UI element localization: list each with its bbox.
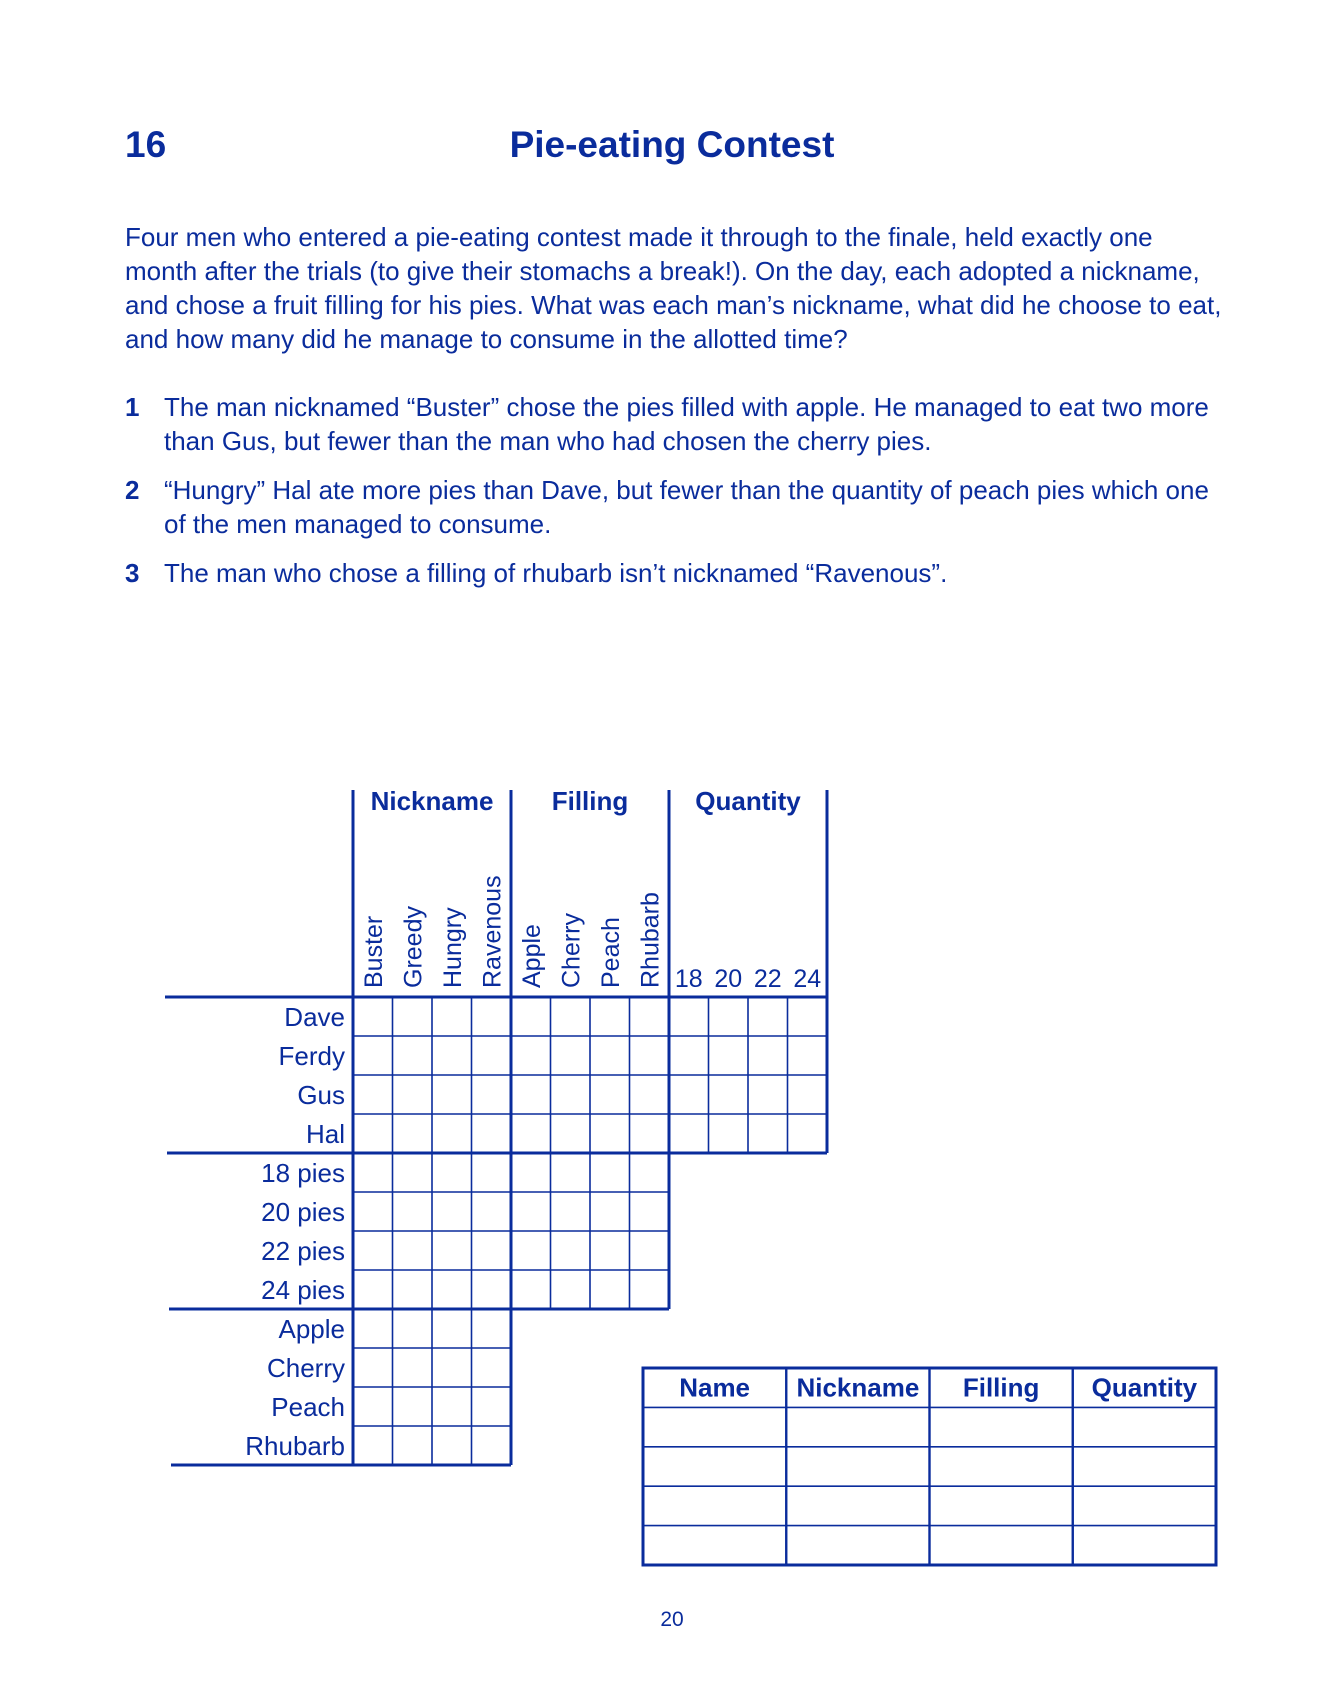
grid-cell-name-filling[interactable]: [551, 1114, 591, 1153]
clue-text: “Hungry” Hal ate more pies than Dave, but fewer than the quantity of peach pies which one of the men managed to consume.: [164, 475, 1209, 539]
grid-cell-name-filling[interactable]: [630, 1114, 670, 1153]
grid-cell-name-quantity[interactable]: [788, 1075, 828, 1114]
row-label: Rhubarb: [245, 1431, 345, 1461]
answer-cell[interactable]: [930, 1407, 1073, 1446]
grid-cell-name-filling[interactable]: [590, 997, 630, 1036]
grid-cell-quantity-nickname[interactable]: [472, 1153, 512, 1192]
column-label: Hungry: [438, 907, 467, 988]
row-label: Apple: [278, 1314, 345, 1344]
grid-header-nickname: Nickname: [370, 786, 494, 816]
grid-cell-quantity-filling[interactable]: [590, 1270, 630, 1309]
grid-cell-name-filling[interactable]: [590, 1075, 630, 1114]
grid-cell-quantity-filling[interactable]: [630, 1270, 670, 1309]
answer-cell[interactable]: [930, 1526, 1073, 1565]
grid-cell-quantity-nickname[interactable]: [432, 1231, 472, 1270]
answer-table-header: Filling: [962, 1372, 1040, 1403]
answer-cell[interactable]: [643, 1407, 786, 1446]
grid-cell-quantity-filling[interactable]: [551, 1192, 591, 1231]
grid-cell-name-nickname[interactable]: [353, 1114, 393, 1153]
grid-cell-name-nickname[interactable]: [472, 1075, 512, 1114]
grid-cell-name-nickname[interactable]: [472, 1114, 512, 1153]
column-label: 24: [793, 965, 822, 993]
grid-cell-name-quantity[interactable]: [788, 1114, 828, 1153]
grid-cell-filling-nickname[interactable]: [472, 1387, 512, 1426]
column-label: 18: [674, 965, 703, 993]
grid-cell-filling-nickname[interactable]: [353, 1309, 393, 1348]
grid-cell-quantity-nickname[interactable]: [353, 1192, 393, 1231]
grid-cell-name-quantity[interactable]: [669, 1114, 709, 1153]
grid-cell-name-nickname[interactable]: [393, 1036, 433, 1075]
clue-text: The man who chose a filling of rhubarb isn’t nicknamed “Ravenous”.: [164, 558, 948, 588]
answer-cell[interactable]: [643, 1526, 786, 1565]
grid-cell-name-quantity[interactable]: [669, 997, 709, 1036]
column-label: Ravenous: [478, 875, 507, 988]
row-label: 22 pies: [261, 1236, 345, 1266]
clue-number: 3: [125, 558, 140, 588]
puzzle-number: 16: [125, 124, 167, 165]
grid-cell-quantity-filling[interactable]: [551, 1153, 591, 1192]
grid-cell-name-quantity[interactable]: [788, 1036, 828, 1075]
grid-cell-filling-nickname[interactable]: [472, 1426, 512, 1465]
grid-cell-name-filling[interactable]: [511, 997, 551, 1036]
grid-cell-name-filling[interactable]: [511, 1114, 551, 1153]
grid-cell-name-filling[interactable]: [551, 997, 591, 1036]
grid-cell-quantity-nickname[interactable]: [393, 1192, 433, 1231]
grid-cell-filling-nickname[interactable]: [353, 1426, 393, 1465]
grid-cell-name-filling[interactable]: [551, 1075, 591, 1114]
grid-cell-name-quantity[interactable]: [709, 997, 749, 1036]
grid-cell-name-nickname[interactable]: [472, 1036, 512, 1075]
row-label: 24 pies: [261, 1275, 345, 1305]
grid-cell-quantity-filling[interactable]: [511, 1192, 551, 1231]
grid-cell-quantity-nickname[interactable]: [353, 1231, 393, 1270]
answer-cell[interactable]: [1073, 1447, 1216, 1486]
grid-cell-quantity-filling[interactable]: [551, 1270, 591, 1309]
grid-cell-name-quantity[interactable]: [669, 1075, 709, 1114]
clue-text: The man nicknamed “Buster” chose the pies filled with apple. He managed to eat two more than Gus, but fewer than the man who had chosen the cherry pies.: [164, 392, 1209, 456]
answer-cell[interactable]: [786, 1486, 929, 1525]
grid-cell-quantity-filling[interactable]: [511, 1153, 551, 1192]
grid-cell-quantity-filling[interactable]: [590, 1192, 630, 1231]
column-label: 20: [714, 965, 743, 993]
column-label: Rhubarb: [636, 892, 665, 988]
grid-cell-name-nickname[interactable]: [432, 1075, 472, 1114]
answer-cell[interactable]: [1073, 1486, 1216, 1525]
grid-cell-quantity-nickname[interactable]: [432, 1153, 472, 1192]
row-label: Peach: [271, 1392, 345, 1422]
grid-cell-name-nickname[interactable]: [432, 1036, 472, 1075]
grid-cell-quantity-filling[interactable]: [630, 1153, 670, 1192]
grid-cell-name-quantity[interactable]: [669, 1036, 709, 1075]
page-number: 20: [660, 1608, 684, 1631]
row-label: Dave: [284, 1002, 345, 1032]
grid-cell-name-quantity[interactable]: [748, 997, 788, 1036]
grid-cell-quantity-nickname[interactable]: [393, 1231, 433, 1270]
row-label: 18 pies: [261, 1158, 345, 1188]
answer-cell[interactable]: [930, 1447, 1073, 1486]
grid-cell-quantity-nickname[interactable]: [432, 1270, 472, 1309]
grid-cell-name-nickname[interactable]: [472, 997, 512, 1036]
answer-cell[interactable]: [1073, 1407, 1216, 1446]
grid-cell-name-quantity[interactable]: [748, 1114, 788, 1153]
grid-cell-name-quantity[interactable]: [709, 1114, 749, 1153]
grid-cell-filling-nickname[interactable]: [393, 1387, 433, 1426]
grid-cell-quantity-nickname[interactable]: [353, 1153, 393, 1192]
column-label: Cherry: [557, 912, 586, 988]
grid-cell-name-quantity[interactable]: [748, 1075, 788, 1114]
column-label: 22: [753, 965, 782, 993]
grid-cell-filling-nickname[interactable]: [432, 1387, 472, 1426]
answer-table-header: Nickname: [796, 1372, 920, 1403]
intro-paragraph: Four men who entered a pie-eating contest made it through to the finale, held exactly one month after the trials (to give their stomachs a break!). On the day, each adopted a nickname, and chose a fruit filling for his pies. What was each man’s nickname, what did he choose to eat, and how many did he manage to consume in the allotted time?: [125, 222, 1222, 354]
grid-cell-name-quantity[interactable]: [709, 1036, 749, 1075]
grid-cell-quantity-nickname[interactable]: [432, 1192, 472, 1231]
clue-number: 2: [125, 475, 140, 505]
column-label: Buster: [359, 915, 388, 988]
grid-header-filling: Filling: [551, 786, 629, 816]
grid-cell-quantity-nickname[interactable]: [393, 1153, 433, 1192]
grid-cell-quantity-nickname[interactable]: [472, 1231, 512, 1270]
grid-cell-quantity-nickname[interactable]: [353, 1270, 393, 1309]
grid-cell-filling-nickname[interactable]: [393, 1348, 433, 1387]
row-label: 20 pies: [261, 1197, 345, 1227]
row-label: Gus: [297, 1080, 345, 1110]
grid-cell-filling-nickname[interactable]: [393, 1309, 433, 1348]
grid-cell-filling-nickname[interactable]: [472, 1309, 512, 1348]
grid-cell-name-nickname[interactable]: [353, 997, 393, 1036]
grid-cell-filling-nickname[interactable]: [353, 1387, 393, 1426]
column-label: Greedy: [399, 906, 428, 988]
answer-cell[interactable]: [930, 1486, 1073, 1525]
grid-cell-quantity-filling[interactable]: [511, 1231, 551, 1270]
row-label: Hal: [305, 1119, 345, 1149]
grid-cell-quantity-filling[interactable]: [511, 1270, 551, 1309]
grid-cell-name-filling[interactable]: [511, 1036, 551, 1075]
grid-cell-name-nickname[interactable]: [393, 1075, 433, 1114]
grid-cell-quantity-nickname[interactable]: [472, 1270, 512, 1309]
grid-cell-quantity-filling[interactable]: [551, 1231, 591, 1270]
grid-cell-filling-nickname[interactable]: [472, 1348, 512, 1387]
grid-header-quantity: Quantity: [695, 786, 801, 816]
grid-cell-name-nickname[interactable]: [393, 1114, 433, 1153]
answer-cell[interactable]: [786, 1526, 929, 1565]
grid-cell-quantity-filling[interactable]: [630, 1231, 670, 1270]
grid-cell-name-filling[interactable]: [511, 1075, 551, 1114]
grid-cell-quantity-filling[interactable]: [630, 1192, 670, 1231]
grid-cell-quantity-filling[interactable]: [590, 1153, 630, 1192]
answer-table-header: Name: [679, 1372, 751, 1403]
answer-cell[interactable]: [786, 1407, 929, 1446]
row-label: Ferdy: [278, 1041, 345, 1071]
column-label: Peach: [596, 917, 625, 988]
grid-cell-name-filling[interactable]: [590, 1036, 630, 1075]
answer-table-header: Quantity: [1091, 1372, 1198, 1403]
grid-cell-filling-nickname[interactable]: [432, 1348, 472, 1387]
grid-cell-name-quantity[interactable]: [788, 997, 828, 1036]
grid-cell-name-quantity[interactable]: [709, 1075, 749, 1114]
grid-cell-name-filling[interactable]: [551, 1036, 591, 1075]
grid-cell-quantity-nickname[interactable]: [472, 1192, 512, 1231]
column-label: Apple: [517, 924, 546, 988]
grid-cell-name-nickname[interactable]: [393, 997, 433, 1036]
answer-cell[interactable]: [643, 1447, 786, 1486]
grid-cell-name-filling[interactable]: [630, 1036, 670, 1075]
grid-cell-name-nickname[interactable]: [353, 1036, 393, 1075]
grid-cell-name-filling[interactable]: [630, 997, 670, 1036]
answer-cell[interactable]: [786, 1447, 929, 1486]
grid-cell-name-nickname[interactable]: [353, 1075, 393, 1114]
grid-cell-filling-nickname[interactable]: [432, 1309, 472, 1348]
grid-cell-filling-nickname[interactable]: [432, 1426, 472, 1465]
grid-cell-name-quantity[interactable]: [748, 1036, 788, 1075]
puzzle-title: Pie-eating Contest: [509, 124, 835, 165]
grid-cell-quantity-nickname[interactable]: [393, 1270, 433, 1309]
grid-cell-filling-nickname[interactable]: [393, 1426, 433, 1465]
answer-cell[interactable]: [643, 1486, 786, 1525]
grid-cell-name-filling[interactable]: [590, 1114, 630, 1153]
clue-number: 1: [125, 392, 140, 422]
grid-cell-name-nickname[interactable]: [432, 1114, 472, 1153]
grid-cell-quantity-filling[interactable]: [590, 1231, 630, 1270]
grid-cell-name-filling[interactable]: [630, 1075, 670, 1114]
grid-cell-filling-nickname[interactable]: [353, 1348, 393, 1387]
grid-cell-name-nickname[interactable]: [432, 997, 472, 1036]
row-label: Cherry: [266, 1353, 345, 1383]
answer-cell[interactable]: [1073, 1526, 1216, 1565]
